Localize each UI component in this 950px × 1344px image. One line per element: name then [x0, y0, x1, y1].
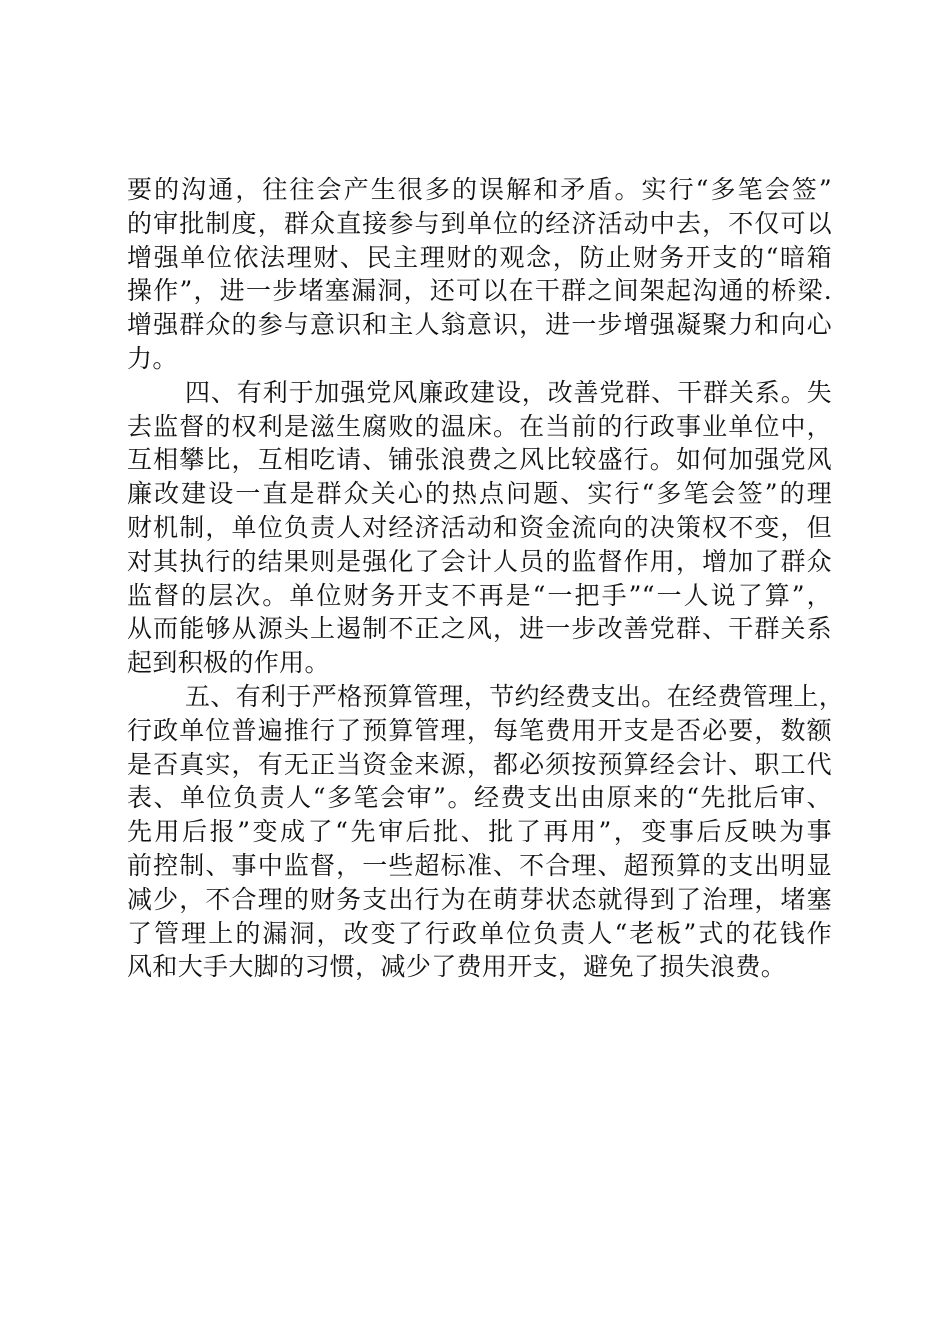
paragraph-line: 的审批制度，群众直接参与到单位的经济活动中去，不仅可以: [127, 208, 832, 238]
paragraph-line: 增强群众的参与意识和主人翁意识，进一步增强凝聚力和向心: [127, 310, 832, 340]
paragraph-line: 风和大手大脚的习惯，减少了费用开支，避免了损失浪费。: [127, 952, 787, 982]
paragraph-line: 前控制、事中监督，一些超标准、不合理、超预算的支出明显: [127, 850, 832, 880]
paragraph-line: 力。: [127, 343, 178, 373]
paragraph-line: 操作”，进一步堵塞漏洞，还可以在干群之间架起沟通的桥梁.: [127, 276, 832, 306]
paragraph-line: 五、有利于严格预算管理，节约经费支出。在经费管理上，: [185, 681, 845, 711]
paragraph-line: 起到积极的作用。: [127, 648, 330, 678]
paragraph-line: 财机制，单位负责人对经济活动和资金流向的决策权不变，但: [127, 512, 832, 542]
paragraph-line: 要的沟通，往往会产生很多的误解和矛盾。实行“多笔会签”: [127, 175, 832, 204]
paragraph-3: [127, 680, 845, 984]
paragraph-line: 表、单位负责人“多笔会审”。经费支出由原来的“先批后审、: [127, 783, 832, 813]
paragraph-line: 先用后报”变成了“先审后批、批了再用”，变事后反映为事: [127, 817, 832, 847]
paragraph-line: 从而能够从源头上遏制不正之风，进一步改善党群、干群关系: [127, 614, 832, 644]
paragraph-line: 廉改建设一直是群众关心的热点问题、实行“多笔会签”的理: [127, 479, 832, 509]
paragraph-line: 行政单位普遍推行了预算管理，每笔费用开支是否必要，数额: [127, 715, 832, 745]
paragraph-2: [127, 376, 832, 680]
paragraph-line: 了管理上的漏洞，改变了行政单位负责人“老板”式的花钱作: [127, 918, 832, 948]
paragraph-line: 互相攀比，互相吃请、铺张浪费之风比较盛行。如何加强党风: [127, 445, 832, 475]
paragraph-line: 减少，不合理的财务支出行为在萌芽状态就得到了治理，堵塞: [127, 884, 832, 914]
paragraph-line: 去监督的权利是滋生腐败的温床。在当前的行政事业单位中，: [127, 411, 832, 441]
paragraph-line: 增强单位依法理财、民主理财的观念，防止财务开支的“暗箱: [127, 242, 832, 272]
paragraph-line: 是否真实，有无正当资金来源，都必须按预算经会计、职工代: [127, 749, 832, 779]
paragraph-line: 四、有利于加强党风廉政建设，改善党群、干群关系。失: [185, 377, 832, 407]
paragraph-line: 对其执行的结果则是强化了会计人员的监督作用，增加了群众: [127, 546, 832, 576]
paragraph-1: [127, 173, 832, 376]
document-body: [127, 173, 845, 984]
paragraph-line: 监督的层次。单位财务开支不再是“一把手”“一人说了算”，: [127, 580, 832, 610]
